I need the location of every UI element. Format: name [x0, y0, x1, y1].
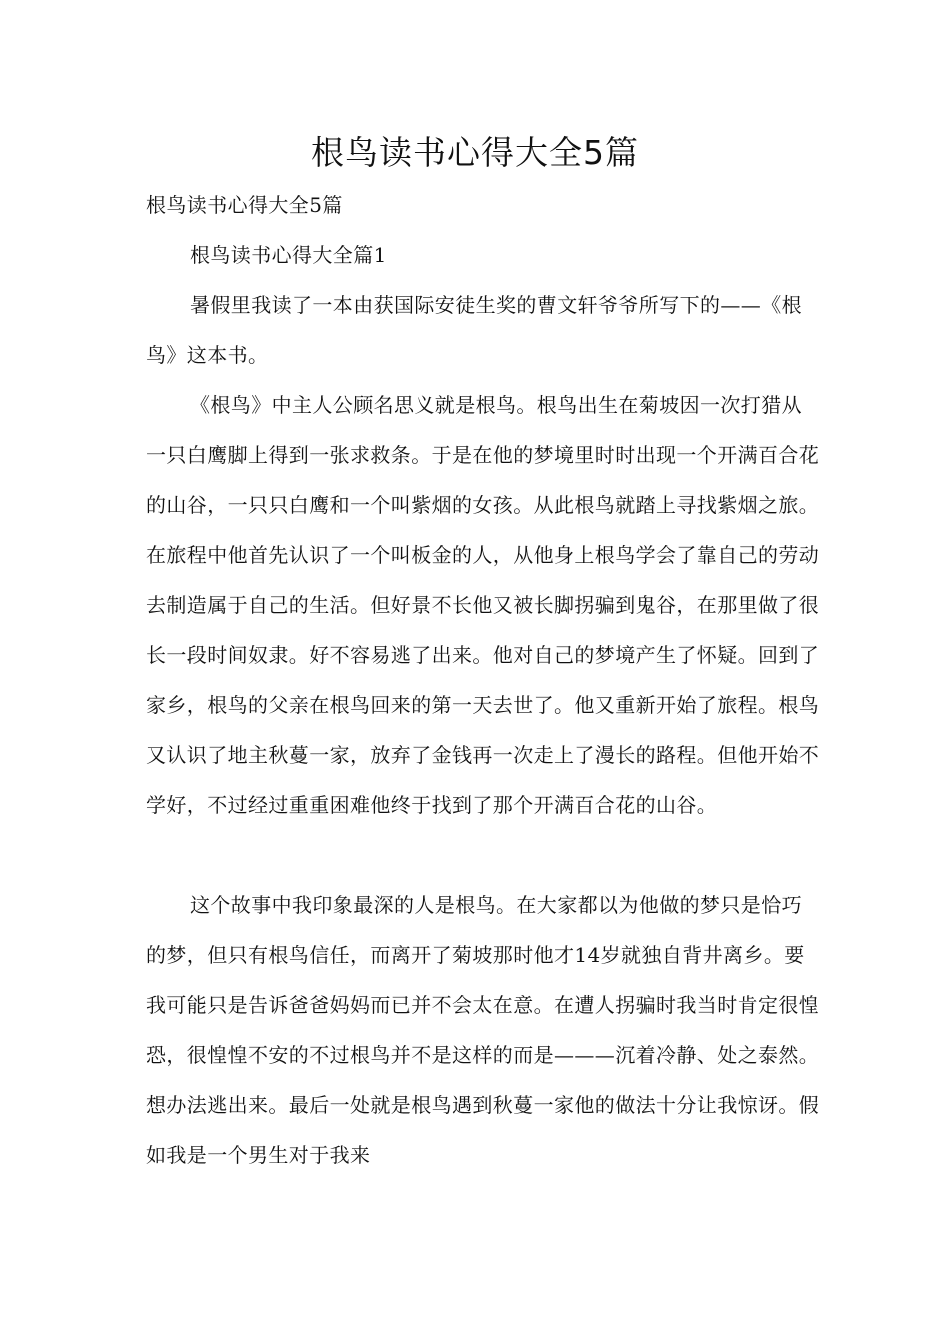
document-subtitle: 根鸟读书心得大全5篇: [146, 193, 343, 217]
document-title: 根鸟读书心得大全5篇: [311, 133, 639, 172]
document-body: [146, 180, 822, 1180]
paragraph-2: 《根鸟》中主人公顾名思义就是根鸟。根鸟出生在菊坡因一次打猎从一只白鹰脚上得到一张求救条。于是在他的梦境里时时出现一个开满百合花的山谷，一只只白鹰和一个叫紫烟的女孩。从此根鸟就踏上寻找紫烟之旅。在旅程中他首先认识了一个叫板金的人，从他身上根鸟学会了靠自己的劳动去制造属于自己的生活。但好景不长他又被长脚拐骗到鬼谷，在那里做了很长一段时间奴隶。好不容易逃了出来。他对自己的梦境产生了怀疑。回到了家乡，根鸟的父亲在根鸟回来的第一天去世了。他又重新开始了旅程。根鸟又认识了地主秋蔓一家，放弃了金钱再一次走上了漫长的路程。但他开始不学好，不过经过重重困难他终于找到了那个开满百合花的山谷。: [146, 393, 820, 817]
paragraph-spacer: [146, 830, 822, 880]
section-heading: 根鸟读书心得大全篇1: [190, 243, 387, 267]
paragraph-3: 这个故事中我印象最深的人是根鸟。在大家都以为他做的梦只是恰巧的梦，但只有根鸟信任，而离开了菊坡那时他才14岁就独自背井离乡。要我可能只是告诉爸爸妈妈而已并不会太在意。在遭人拐骗时我当时肯定很惶恐，很惶惶不安的不过根鸟并不是这样的而是———沉着冷静、处之泰然。想办法逃出来。最后一处就是根鸟遇到秋蔓一家他的做法十分让我惊讶。假如我是一个男生对于我来: [146, 893, 820, 1167]
paragraph-1: 暑假里我读了一本由获国际安徒生奖的曹文轩爷爷所写下的——《根鸟》这本书。: [146, 293, 802, 367]
